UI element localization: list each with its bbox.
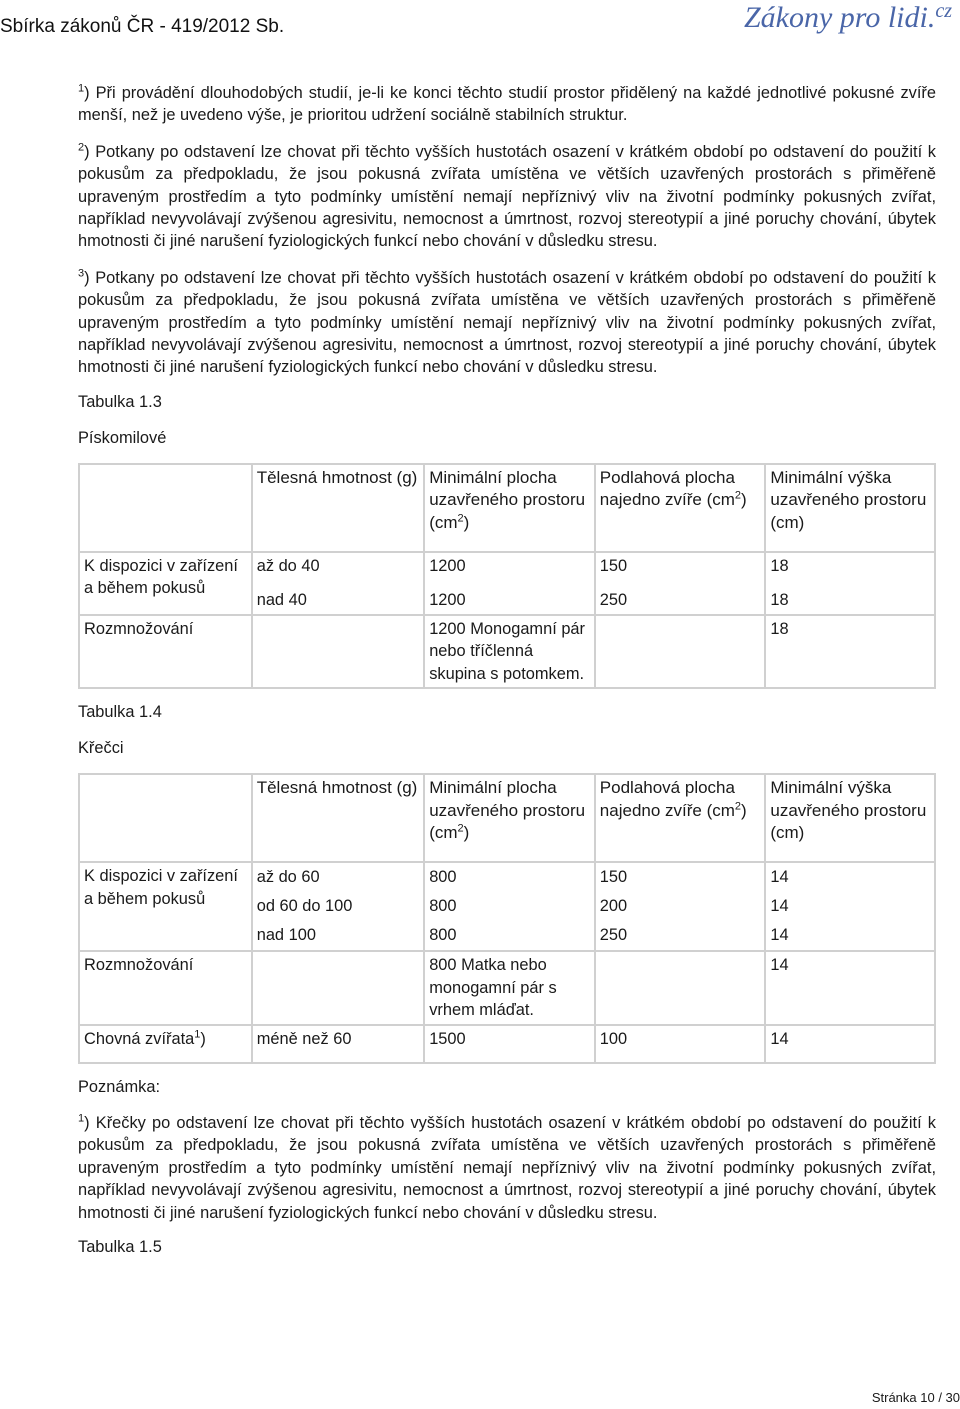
footnote-hamsters: $^1$) Křečky po odstavení lze chovat při těchto vyšších hustotách osazení v krátkém období po odstavení do použití k pokusům za předpokladu, že jsou pokusná zvířata umístěna ve větších uzavřených prostorách s přiměřeně upraveným prostředím a tyto podmínky umístění nemají nepříznivý vliv na životní podmínky pokusných zvířat, například nevyvolávají zvýšenou agresivitu, nemocnost a úmrtnost, rozvoj stereotypií a jiné poruchy chování, úbytek hmotnosti či jiné narušení fyziologických funkcí nebo chování v důsledku stresu.: [78, 1112, 936, 1222]
page-number: Stránka 10 / 30: [871, 1390, 960, 1405]
table-row-breeding: Rozmnožování 1200 Monogamní pár nebo tříčlenná skupina s potomkem. 18: [79, 615, 935, 689]
page-header: [0, 0, 960, 48]
footnote-1: $^1$) Při provádění dlouhodobých studií, je-li ke konci těchto studií prostor přidělený na každé jednotlivé pokusné zvíře menší, než je uvedeno výše, je prioritou udržení sociálně stabilních struktur.: [78, 82, 936, 125]
footnote-3: $^3$) Potkany po odstavení lze chovat při těchto vyšších hustotách osazení v krátkém období po odstavení do použití k pokusům za předpokladu, že jsou pokusná zvířata umístěna ve větších uzavřených prostorách s přiměřeně upraveným prostředím a tyto podmínky umístění nemají nepříznivý vliv na životní podmínky pokusných zvířat, například nevyvolávají zvýšenou agresivitu, nemocnost a úmrtnost, rozvoj stereotypií a jiné poruchy chování, úbytek hmotnosti či jiné narušení fyziologických funkcí nebo chování v důsledku stresu.: [78, 267, 936, 377]
table-label: Tabulka 1.4: [78, 703, 162, 722]
table-row: nad 40 1200 250 18: [79, 579, 935, 615]
table-header-row: [79, 774, 935, 862]
table-gerbils: [78, 463, 936, 690]
breeding-label: Rozmnožování: [79, 951, 252, 1025]
logo-suffix: cz: [935, 0, 952, 22]
header-weight: Tělesná hmotnost (g): [252, 464, 424, 552]
footnote-text: Křečky po odstavení lze chovat při těchto vyšších hustotách osazení v krátkém období po odstavení do použití k pokusům za předpokladu, že jsou pokusná zvířata umístěna ve větších uzavřených prostorách s přiměřeně upraveným prostředím a tyto podmínky umístění nemají nepříznivý vliv na životní podmínky pokusných zvířat, například nevyvolávají zvýšenou agresivitu, nemocnost a úmrtnost, rozvoj stereotypií a jiné poruchy chování, úbytek hmotnosti či jiné narušení fyziologických funkcí nebo chování v důsledku stresu.: [78, 1113, 936, 1222]
breeding-label: Rozmnožování: [79, 615, 252, 689]
table-row-breeder: Chovná zvířata$^1$) méně než 60 1500 100 14: [79, 1025, 935, 1063]
footnote-2: $^2$) Potkany po odstavení lze chovat při těchto vyšších hustotách osazení v krátkém období po odstavení do použití k pokusům za předpokladu, že jsou pokusná zvířata umístěna ve větších uzavřených prostorách s přiměřeně upraveným prostředím a tyto podmínky umístění nemají nepříznivý vliv na životní podmínky pokusných zvířat, například nevyvolávají zvýšenou agresivitu, nemocnost a úmrtnost, rozvoj stereotypií a jiné poruchy chování, úbytek hmotnosti či jiné narušení fyziologických funkcí nebo chování v důsledku stresu.: [78, 141, 936, 251]
header-min-height: Minimální výška uzavřeného prostoru (cm): [765, 774, 935, 862]
table-label: Tabulka 1.5: [78, 1237, 162, 1256]
header-floor-area: Podlahová plocha najedno zvíře $(cm^2)$: [595, 464, 766, 552]
table-species: Křečci: [78, 739, 124, 758]
footnote-number: 1: [78, 1112, 85, 1125]
footnote-number: 3: [78, 267, 85, 280]
breeding-text: 800 Matka nebo monogamní pár s vrhem mláďat.: [424, 951, 595, 1025]
header-min-height: Minimální výška uzavřeného prostoru (cm): [765, 464, 935, 552]
site-logo[interactable]: Zákony pro lidi.$^{cz}$: [743, 0, 952, 34]
table-row: nad 100 800 250 14: [79, 921, 935, 951]
table-species: Pískomilové: [78, 428, 167, 447]
table-row: K dispozici v zařízení a během pokusů až do 60 800 150 14: [79, 862, 935, 892]
table-header-row: [79, 464, 935, 552]
stock-label: K dispozici v zařízení a během pokusů: [79, 552, 252, 615]
table-row: K dispozici v zařízení a během pokusů až do 40 1200 150 18: [79, 552, 935, 580]
logo-text: Zákony pro lidi: [743, 1, 928, 34]
footnote-text: Potkany po odstavení lze chovat při těchto vyšších hustotách osazení v krátkém období po odstavení do použití k pokusům za předpokladu, že jsou pokusná zvířata umístěna ve větších uzavřených prostorách s přiměřeně upraveným prostředím a tyto podmínky umístění nemají nepříznivý vliv na životní podmínky pokusných zvířat, například nevyvolávají zvýšenou agresivitu, nemocnost a úmrtnost, rozvoj stereotypií a jiné poruchy chování, úbytek hmotnosti či jiné narušení fyziologických funkcí nebo chování v důsledku stresu.: [78, 142, 936, 251]
table-hamsters: [78, 773, 936, 1064]
breeding-text: 1200 Monogamní pár nebo tříčlenná skupina s potomkem.: [424, 615, 595, 689]
breeder-label: Chovná zvířata$^1$): [79, 1025, 252, 1063]
footnote-number: 2: [78, 141, 85, 154]
document-title: Sbírka zákonů ČR - 419/2012 Sb.: [0, 16, 285, 37]
table-label: Tabulka 1.3: [78, 392, 162, 411]
footnote-text: Potkany po odstavení lze chovat při těchto vyšších hustotách osazení v krátkém období po odstavení do použití k pokusům za předpokladu, že jsou pokusná zvířata umístěna ve větších uzavřených prostorách s přiměřeně upraveným prostředím a tyto podmínky umístění nemají nepříznivý vliv na životní podmínky pokusných zvířat, například nevyvolávají zvýšenou agresivitu, nemocnost a úmrtnost, rozvoj stereotypií a jiné poruchy chování, úbytek hmotnosti či jiné narušení fyziologických funkcí nebo chování v důsledku stresu.: [78, 268, 936, 377]
stock-label: K dispozici v zařízení a během pokusů: [79, 862, 252, 951]
table-row: od 60 do 100 800 200 14: [79, 892, 935, 921]
table-row-breeding: Rozmnožování 800 Matka nebo monogamní pár s vrhem mláďat. 14: [79, 951, 935, 1025]
header-weight: Tělesná hmotnost (g): [252, 774, 424, 862]
header-floor-area: Podlahová plocha najedno zvíře $(cm^2)$: [595, 774, 766, 862]
header-min-area: Minimální plocha uzavřeného prostoru $(cm^2)$: [424, 774, 595, 862]
header-min-area: Minimální plocha uzavřeného prostoru $(cm^2)$: [424, 464, 595, 552]
document-body: [78, 82, 936, 1258]
note-label: Poznámka:: [78, 1077, 160, 1096]
footnote-number: 1: [78, 82, 85, 95]
footnote-text: Při provádění dlouhodobých studií, je-li ke konci těchto studií prostor přidělený na každé jednotlivé pokusné zvíře menší, než je uvedeno výše, je prioritou udržení sociálně stabilních struktur.: [78, 84, 936, 125]
